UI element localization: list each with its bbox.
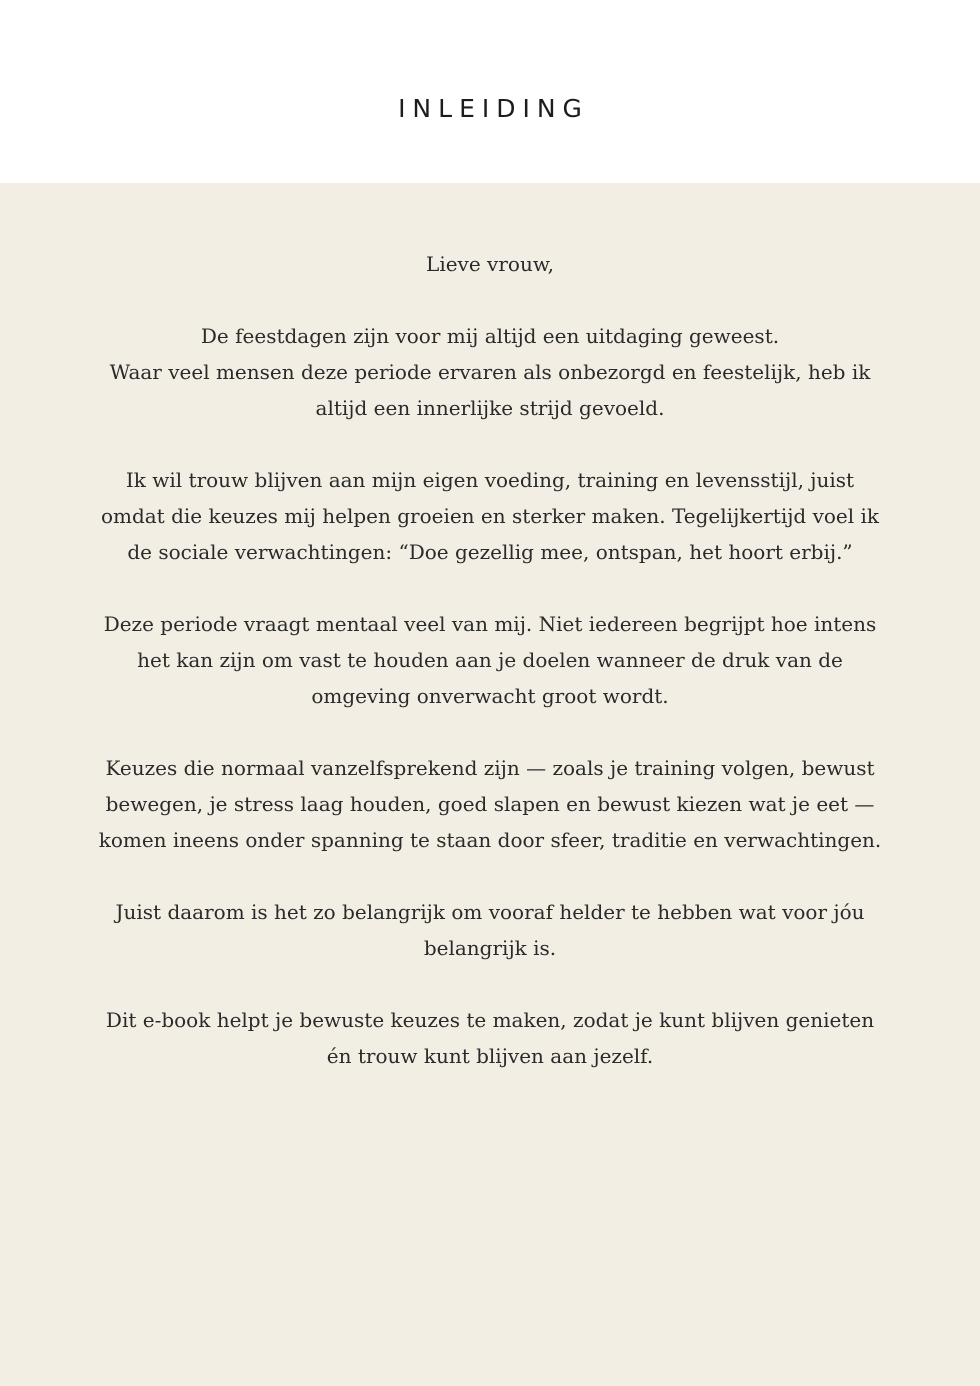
text-line: Ik wil trouw blijven aan mijn eigen voeding, training en levensstijl, juist xyxy=(125,468,855,492)
salutation-paragraph xyxy=(80,246,900,282)
text-line: Dit e-book helpt je bewuste keuzes te maken, zodat je kunt blijven genieten xyxy=(105,1008,875,1032)
text-line: én trouw kunt blijven aan jezelf. xyxy=(326,1044,654,1068)
text-line: Lieve vrouw, xyxy=(426,252,554,276)
paragraph-mental xyxy=(80,606,900,714)
header-band xyxy=(0,0,980,183)
paragraph-choices xyxy=(80,750,900,858)
paragraph-importance xyxy=(80,894,900,966)
text-line: Waar veel mensen deze periode ervaren als onbezorgd en feestelijk, heb ik xyxy=(109,360,871,384)
text-line: bewegen, je stress laag houden, goed slapen en bewust kiezen wat je eet — xyxy=(105,792,875,816)
text-line: altijd een innerlijke strijd gevoeld. xyxy=(315,396,665,420)
text-line: het kan zijn om vast te houden aan je doelen wanneer de druk van de xyxy=(137,648,843,672)
paragraph-ebook xyxy=(80,1002,900,1074)
page-title: INLEIDING xyxy=(398,94,589,123)
text-line: belangrijk is. xyxy=(423,936,557,960)
text-line: Juist daarom is het zo belangrijk om vooraf helder te hebben wat voor jóu xyxy=(115,900,865,924)
paragraph-challenge xyxy=(80,318,900,426)
text-line: komen ineens onder spanning te staan door sfeer, traditie en verwachtingen. xyxy=(98,828,882,852)
text-line: omgeving onverwacht groot wordt. xyxy=(311,684,669,708)
text-line: Deze periode vraagt mentaal veel van mij. Niet iedereen begrijpt hoe intens xyxy=(103,612,877,636)
text-line: De feestdagen zijn voor mij altijd een uitdaging geweest. xyxy=(200,324,780,348)
intro-text xyxy=(80,246,900,1110)
paragraph-lifestyle xyxy=(80,462,900,570)
text-line: Keuzes die normaal vanzelfsprekend zijn — zoals je training volgen, bewust xyxy=(105,756,875,780)
text-line: de sociale verwachtingen: “Doe gezellig mee, ontspan, het hoort erbij.” xyxy=(127,540,853,564)
text-line: omdat die keuzes mij helpen groeien en sterker maken. Tegelijkertijd voel ik xyxy=(100,504,880,528)
